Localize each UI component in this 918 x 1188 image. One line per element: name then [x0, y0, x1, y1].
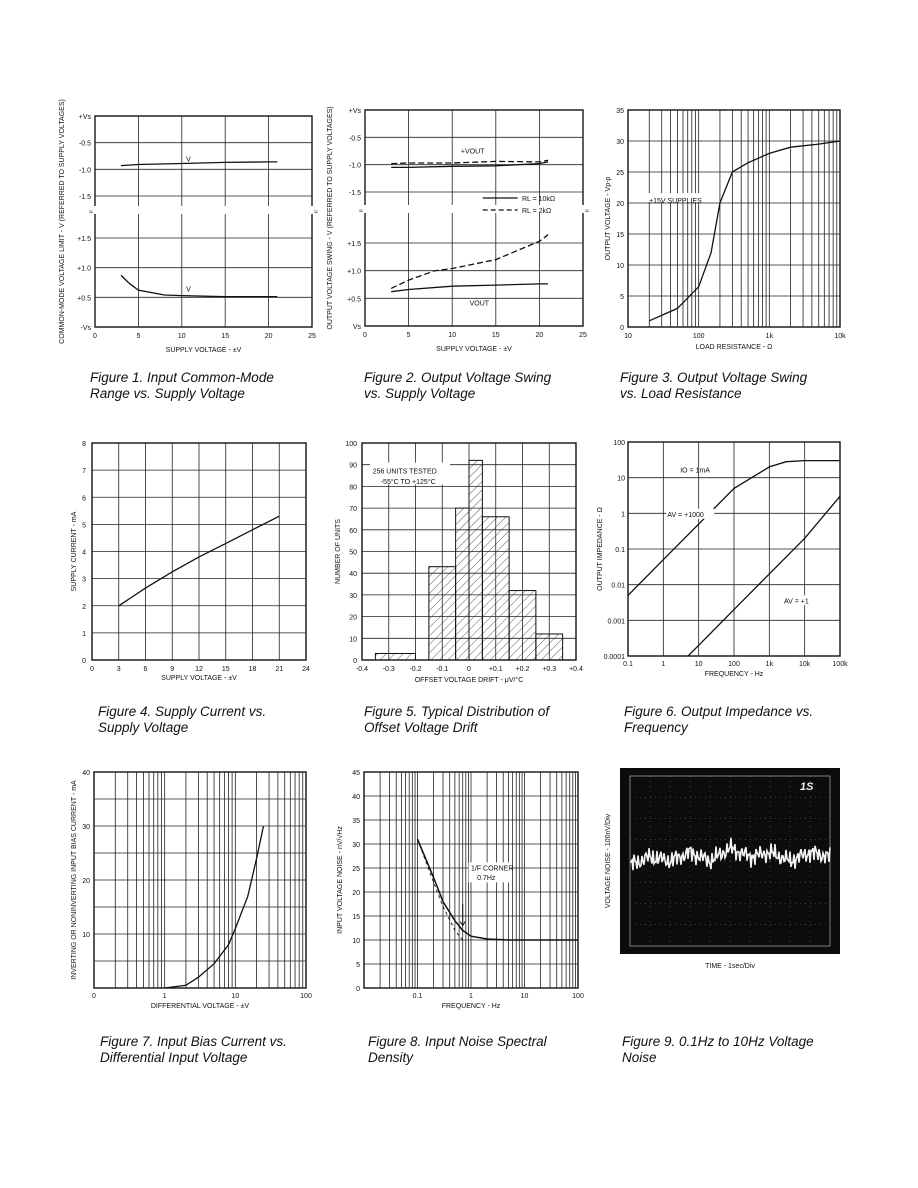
x-axis-label: FREQUENCY - Hz	[704, 671, 764, 678]
histogram-bar	[482, 517, 509, 660]
series-line	[121, 162, 277, 166]
histogram-bar	[429, 567, 456, 660]
legend-label: RL = 2kΩ	[521, 208, 552, 215]
series-line	[121, 275, 277, 296]
y-tick-label: 15	[352, 914, 360, 921]
y-tick-label: 90	[349, 462, 357, 470]
y-tick-label: +Vs	[348, 108, 361, 115]
x-tick-label: 10	[231, 993, 240, 1000]
y-tick-label: 6	[82, 495, 86, 503]
x-axis-label: DIFFERENTIAL VOLTAGE - ±V	[150, 1003, 250, 1010]
series-line	[688, 496, 840, 656]
x-tick-label: -0.2	[409, 666, 422, 673]
x-tick-label: +0.4	[569, 666, 583, 673]
y-tick-label: 40	[352, 794, 360, 801]
chart-6	[596, 440, 856, 690]
x-tick-label: 0	[467, 666, 471, 673]
figure-9	[598, 764, 858, 1014]
y-tick-label: 5	[620, 294, 624, 301]
x-tick-label: 10	[694, 661, 703, 668]
x-tick-label: -0.3	[382, 666, 395, 673]
series-label: V	[186, 286, 191, 294]
y-tick-label: 0.01	[611, 582, 625, 590]
y-tick-label: 20	[82, 878, 90, 885]
y-tick-label: 3	[82, 576, 86, 584]
y-tick-label: -1.5	[78, 194, 91, 201]
x-tick-label: 100k	[832, 661, 848, 668]
y-tick-label: +0.5	[347, 296, 361, 304]
y-tick-label: 30	[82, 824, 90, 831]
y-tick-label: +0.5	[77, 295, 91, 303]
x-tick-label: 10k	[799, 661, 811, 668]
x-tick-label: 15	[221, 333, 230, 340]
y-tick-label: 1	[621, 511, 625, 519]
x-tick-label: 100	[692, 333, 705, 340]
y-tick-label: -1.5	[348, 190, 361, 197]
x-tick-label: +0.2	[515, 666, 530, 673]
chart-9	[598, 764, 858, 1014]
annotation: +VOUT	[460, 148, 485, 156]
x-tick-label: 1	[162, 993, 167, 1000]
y-tick-label: Vs	[352, 324, 361, 331]
figure-1	[50, 99, 330, 358]
annotation: 256 UNITS TESTED	[372, 468, 437, 476]
axis-break-mark-left: ≈	[359, 208, 363, 215]
y-tick-label: 15	[616, 232, 624, 239]
plot-frame	[365, 110, 583, 326]
y-tick-label: 0	[356, 986, 360, 993]
y-tick-label: 0.001	[607, 618, 625, 626]
y-tick-label: +Vs	[78, 114, 91, 121]
figure-9-caption: Figure 9. 0.1Hz to 10Hz Voltage Noise	[622, 1034, 814, 1065]
y-tick-label: 60	[349, 527, 357, 535]
y-tick-label: +1.5	[347, 241, 361, 248]
x-tick-label: 5	[406, 332, 411, 339]
x-tick-label: 0	[92, 993, 96, 1000]
y-tick-label: +1.5	[77, 236, 91, 243]
x-tick-label: 3	[116, 666, 121, 673]
figure-8-caption: Figure 8. Input Noise Spectral Density	[368, 1034, 547, 1065]
x-tick-label: 100	[572, 993, 584, 1000]
y-tick-label: 0	[82, 658, 86, 665]
figure-5-caption: Figure 5. Typical Distribution of Offset Voltage Drift	[364, 704, 550, 735]
histogram-bar	[536, 634, 563, 660]
axis-break-mark-right: ≈	[585, 208, 589, 215]
legend-label: RL = 10kΩ	[521, 196, 556, 203]
x-axis-label: FREQUENCY - Hz	[441, 1003, 501, 1010]
axis-break-mark-left: ≈	[89, 209, 93, 216]
y-tick-label: 0	[353, 658, 357, 665]
plot-frame	[628, 110, 840, 327]
x-tick-label: 0	[93, 333, 97, 340]
y-tick-label: 35	[352, 818, 360, 825]
y-tick-label: 5	[356, 962, 360, 969]
y-axis-label: NUMBER OF UNITS	[335, 519, 342, 584]
y-tick-label: -1.0	[78, 167, 91, 175]
x-tick-label: 24	[302, 666, 310, 673]
histogram-bar	[375, 653, 415, 660]
figure-7-caption: Figure 7. Input Bias Current vs. Differential Input Voltage	[100, 1034, 287, 1065]
x-tick-label: 15	[491, 332, 500, 339]
y-tick-label: 100	[345, 441, 357, 448]
x-tick-label: +0.3	[542, 666, 557, 673]
histogram-bar	[456, 508, 469, 660]
x-tick-label: 18	[248, 666, 257, 673]
annotation: IO = 1mA	[680, 467, 710, 475]
annotation: VOUT	[469, 300, 490, 308]
y-tick-label: 10	[82, 932, 90, 939]
figure-6-caption: Figure 6. Output Impedance vs. Frequency	[624, 704, 814, 735]
figure-1-caption: Figure 1. Input Common-Mode Range vs. Supply Voltage	[90, 370, 274, 401]
y-tick-label: 30	[349, 592, 357, 600]
x-tick-label: 6	[143, 666, 148, 673]
y-tick-label: 50	[349, 549, 357, 557]
y-tick-label: 20	[349, 614, 357, 622]
x-axis-label: TIME - 1sec/Div	[705, 963, 755, 970]
y-axis-label: VOLTAGE NOISE - 100nV/Div	[605, 813, 612, 909]
chart-1	[50, 99, 330, 358]
y-tick-label: 40	[82, 770, 90, 777]
y-tick-label: 10	[617, 475, 625, 483]
x-tick-label: 1	[469, 993, 473, 1000]
x-tick-label: 20	[264, 333, 273, 340]
y-axis-label: OUTPUT VOLTAGE - Vp-p	[605, 176, 612, 261]
x-axis-label: SUPPLY VOLTAGE - ±V	[436, 346, 512, 353]
figure-4-caption: Figure 4. Supply Current vs. Supply Voltage	[98, 704, 267, 735]
axis-break	[359, 205, 589, 213]
y-tick-label: 7	[82, 468, 86, 476]
x-tick-label: 21	[275, 666, 284, 673]
x-tick-label: -0.1	[436, 666, 449, 673]
figure-2-caption: Figure 2. Output Voltage Swing vs. Supply Voltage	[364, 370, 552, 401]
y-tick-label: 100	[613, 440, 625, 447]
annotation: AV = +1	[783, 598, 809, 606]
x-tick-label: 1k	[765, 661, 774, 668]
x-tick-label: 100	[728, 661, 740, 668]
y-axis-label: SUPPLY CURRENT - mA	[71, 511, 78, 592]
x-tick-label: 10	[520, 993, 529, 1000]
x-tick-label: 0.1	[412, 993, 423, 1000]
scope-label: 1S	[800, 781, 814, 793]
series-line	[391, 284, 548, 292]
x-tick-label: 0	[90, 666, 94, 673]
x-tick-label: 5	[136, 333, 141, 340]
x-tick-label: 10	[177, 333, 186, 340]
y-tick-label: 0	[620, 325, 624, 332]
y-tick-label: 80	[349, 484, 357, 492]
y-tick-label: 30	[352, 842, 360, 849]
y-tick-label: 0.0001	[603, 654, 625, 661]
annotation: 1/F CORNER	[471, 865, 514, 873]
y-tick-label: 4	[82, 549, 86, 557]
chart-2	[318, 108, 598, 358]
y-tick-label: -1.0	[348, 162, 361, 170]
y-tick-label: 0.1	[615, 547, 625, 554]
x-tick-label: 100	[300, 993, 312, 1000]
y-tick-label: +1.0	[77, 265, 91, 273]
y-tick-label: +1.0	[347, 268, 361, 276]
axis-break	[89, 206, 318, 214]
figure-2	[318, 108, 598, 358]
y-tick-label: 10	[349, 636, 357, 644]
figure-7	[62, 764, 322, 1014]
chart-4	[62, 440, 322, 690]
annotation: AV = +1000	[667, 511, 704, 519]
y-tick-label: 30	[616, 139, 624, 146]
chart-8	[330, 764, 600, 1014]
y-axis-label: COMMON-MODE VOLTAGE LIMIT - V (REFERRED TO SUPPLY VOLTAGES)	[59, 99, 66, 344]
x-tick-label: 10	[448, 332, 457, 339]
figure-3-caption: Figure 3. Output Voltage Swing vs. Load Resistance	[620, 370, 808, 401]
y-tick-label: 45	[352, 770, 360, 777]
y-tick-label: 25	[352, 866, 360, 873]
y-tick-label: 10	[616, 263, 624, 270]
y-tick-label: 1	[82, 630, 86, 638]
chart-7	[62, 764, 322, 1014]
y-axis-label: OUTPUT VOLTAGE SWING - V (REFERRED TO SUPPLY VOLTAGES)	[327, 106, 334, 330]
x-tick-label: 1	[661, 661, 666, 668]
x-tick-label: 10k	[834, 333, 846, 340]
y-tick-label: 40	[349, 571, 357, 579]
x-axis-label: LOAD RESISTANCE - Ω	[695, 344, 773, 351]
y-tick-label: 35	[616, 108, 624, 115]
y-tick-label: -0.5	[348, 135, 361, 143]
x-tick-label: 25	[579, 332, 587, 339]
annotation: -55°C TO +125°C	[380, 479, 436, 487]
annotation: ±15V SUPPLIES	[649, 198, 702, 205]
x-tick-label: 10	[624, 333, 632, 340]
y-tick-label: 8	[82, 441, 86, 448]
figure-5	[328, 440, 598, 690]
histogram-bar	[469, 460, 482, 660]
series-label: V	[186, 156, 191, 164]
x-axis-label: OFFSET VOLTAGE DRIFT - μV/°C	[414, 677, 524, 684]
series-line	[418, 839, 579, 940]
histogram-bar	[509, 591, 536, 660]
figure-4	[62, 440, 322, 690]
y-axis-label: INVERTING OR NONINVERTING INPUT BIAS CURRENT - mA	[71, 780, 78, 980]
x-axis-label: SUPPLY VOLTAGE - ±V	[161, 675, 237, 682]
chart-3	[598, 108, 858, 358]
y-tick-label: 20	[352, 890, 360, 897]
axis-break-mark-right: ≈	[314, 209, 318, 216]
y-tick-label: 25	[616, 170, 624, 177]
series-line	[649, 141, 840, 321]
y-tick-label: 5	[82, 522, 86, 530]
figure-3	[598, 108, 858, 358]
x-tick-label: 20	[535, 332, 544, 339]
series-line	[391, 160, 548, 163]
x-tick-label: 0	[363, 332, 367, 339]
figure-8	[330, 764, 600, 1014]
y-tick-label: 70	[349, 506, 357, 514]
x-tick-label: 25	[308, 333, 316, 340]
y-tick-label: -0.5	[78, 140, 91, 148]
x-tick-label: 9	[170, 666, 175, 673]
y-tick-label: 20	[616, 201, 624, 208]
x-tick-label: 15	[221, 666, 230, 673]
y-tick-label: 10	[352, 938, 360, 945]
figure-6	[596, 440, 856, 690]
x-tick-label: 12	[195, 666, 203, 673]
x-tick-label: -0.4	[355, 666, 369, 673]
x-tick-label: 0.1	[623, 661, 633, 668]
x-tick-label: +0.1	[488, 666, 503, 673]
y-axis-label: INPUT VOLTAGE NOISE - nV/√Hz	[337, 826, 344, 934]
annotation: 0.7Hz	[477, 875, 496, 882]
chart-5	[328, 440, 598, 690]
y-tick-label: 2	[82, 603, 86, 611]
x-axis-label: SUPPLY VOLTAGE - ±V	[165, 347, 242, 354]
plot-frame	[95, 116, 312, 327]
y-axis-label: OUTPUT IMPEDANCE - Ω	[597, 507, 604, 591]
x-tick-label: 1k	[765, 333, 774, 340]
y-tick-label: -Vs	[80, 325, 91, 332]
